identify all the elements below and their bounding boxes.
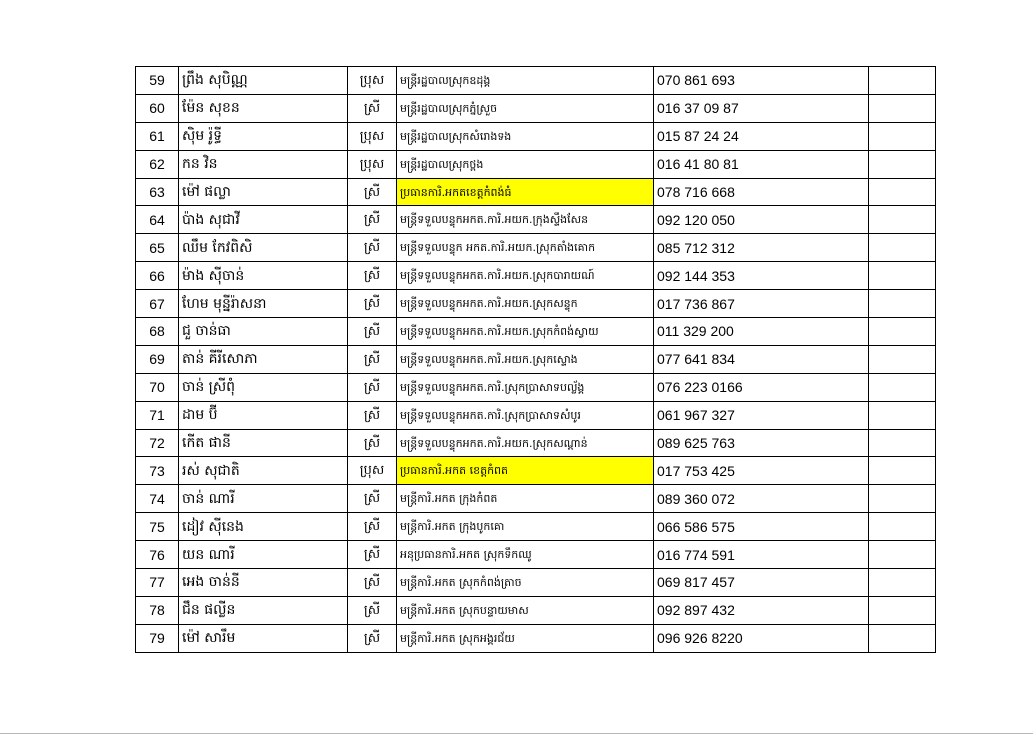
- staff-phone: 092 120 050: [654, 206, 869, 234]
- staff-phone: 016 774 591: [654, 541, 869, 569]
- staff-phone: 066 586 575: [654, 513, 869, 541]
- staff-name: រស់ សុជាតិ: [179, 457, 348, 485]
- staff-position: មន្ត្រីការិ.អកត ក្រុងបូកគោ: [397, 513, 654, 541]
- staff-name: ម៉ែន សុខន: [179, 94, 348, 122]
- staff-phone: 017 753 425: [654, 457, 869, 485]
- staff-name: ដៀវ ស៊ីនេង: [179, 513, 348, 541]
- table-row: [136, 262, 936, 290]
- row-number: 69: [136, 345, 179, 373]
- blank-cell: [869, 596, 936, 624]
- staff-gender: ស្រី: [348, 624, 397, 652]
- staff-name: ឈឹម កែវពិសិ: [179, 234, 348, 262]
- table-row: [136, 596, 936, 624]
- row-number: 62: [136, 150, 179, 178]
- blank-cell: [869, 429, 936, 457]
- row-number: 77: [136, 569, 179, 597]
- table-row: [136, 373, 936, 401]
- staff-position: មន្ត្រីទទួលបន្ទុកអកត.ការិ.ស្រុកប្រាសាទបល្ល័ង្គ: [397, 373, 654, 401]
- staff-position: មន្ត្រីរដ្ឋបាលស្រុកឧដុង្គ: [397, 67, 654, 95]
- staff-phone: 016 41 80 81: [654, 150, 869, 178]
- table-row: [136, 569, 936, 597]
- staff-name: កន វិន: [179, 150, 348, 178]
- staff-phone: 011 329 200: [654, 318, 869, 346]
- staff-name: ដាម ប៊ី: [179, 401, 348, 429]
- staff-gender: ស្រី: [348, 178, 397, 206]
- staff-position: មន្ត្រីទទួលបន្ទុកអកត.ការិ.អយក.ស្រុកស្ទោង: [397, 345, 654, 373]
- staff-phone: 096 926 8220: [654, 624, 869, 652]
- table-row: [136, 429, 936, 457]
- staff-gender: ស្រី: [348, 94, 397, 122]
- table-row: [136, 401, 936, 429]
- staff-name: តាន់ គីរីសោភា: [179, 345, 348, 373]
- staff-position: មន្ត្រីទទួលបន្ទុក អកត.ការិ.អយក.ស្រុកតាំងគោក: [397, 234, 654, 262]
- table-row: [136, 234, 936, 262]
- staff-gender: ស្រី: [348, 318, 397, 346]
- staff-position: មន្ត្រីរដ្ឋបាលស្រុកថ្ពង: [397, 150, 654, 178]
- row-number: 64: [136, 206, 179, 234]
- row-number: 74: [136, 485, 179, 513]
- blank-cell: [869, 234, 936, 262]
- table-row: [136, 290, 936, 318]
- staff-phone: 089 625 763: [654, 429, 869, 457]
- staff-gender: ស្រី: [348, 206, 397, 234]
- staff-name: កើត ផានី: [179, 429, 348, 457]
- staff-phone: 076 223 0166: [654, 373, 869, 401]
- staff-phone: 078 716 668: [654, 178, 869, 206]
- staff-gender: ស្រី: [348, 345, 397, 373]
- staff-position: ប្រធានការិ.អកត ខេត្តកំពត: [397, 457, 654, 485]
- blank-cell: [869, 485, 936, 513]
- staff-name: អេង ចាន់នី: [179, 569, 348, 597]
- staff-position: មន្ត្រីទទួលបន្ទុកអកត.ការិ.អយក.ស្រុកកំពង់ស្វាយ: [397, 318, 654, 346]
- blank-cell: [869, 206, 936, 234]
- table-row: [136, 513, 936, 541]
- blank-cell: [869, 569, 936, 597]
- row-number: 70: [136, 373, 179, 401]
- staff-position: មន្ត្រីទទួលបន្ទុកអកត.ការិ.ស្រុកប្រាសាទសំបូរ: [397, 401, 654, 429]
- blank-cell: [869, 373, 936, 401]
- staff-gender: ស្រី: [348, 401, 397, 429]
- blank-cell: [869, 122, 936, 150]
- table-row: [136, 457, 936, 485]
- staff-gender: ប្រុស: [348, 67, 397, 95]
- staff-phone: 061 967 327: [654, 401, 869, 429]
- staff-position: មន្ត្រីការិ.អកត ក្រុងកំពត: [397, 485, 654, 513]
- blank-cell: [869, 624, 936, 652]
- staff-name: ម៉ៅ សារឹម: [179, 624, 348, 652]
- table-row: [136, 67, 936, 95]
- staff-gender: ស្រី: [348, 513, 397, 541]
- blank-cell: [869, 401, 936, 429]
- row-number: 65: [136, 234, 179, 262]
- staff-phone: 070 861 693: [654, 67, 869, 95]
- staff-gender: ប្រុស: [348, 457, 397, 485]
- table-row: [136, 150, 936, 178]
- staff-gender: ស្រី: [348, 596, 397, 624]
- staff-gender: ស្រី: [348, 569, 397, 597]
- table-row: [136, 94, 936, 122]
- staff-phone: 092 897 432: [654, 596, 869, 624]
- staff-gender: ស្រី: [348, 541, 397, 569]
- staff-position: មន្ត្រីការិ.អកត ស្រុកអង្គរជ័យ: [397, 624, 654, 652]
- row-number: 68: [136, 318, 179, 346]
- staff-name: ចាន់ ណារី: [179, 485, 348, 513]
- table-row: [136, 122, 936, 150]
- staff-table: [135, 66, 936, 653]
- row-number: 61: [136, 122, 179, 150]
- staff-gender: ប្រុស: [348, 122, 397, 150]
- staff-position: មន្ត្រីទទួលបន្ទុកអកត.ការិ.អយក.ក្រុងស្ទឹងសែន: [397, 206, 654, 234]
- staff-name: ប៉ាង សុជាវី: [179, 206, 348, 234]
- page-bottom-rule: [0, 733, 1033, 734]
- staff-gender: ស្រី: [348, 485, 397, 513]
- table-row: [136, 318, 936, 346]
- row-number: 66: [136, 262, 179, 290]
- staff-name: ចាន់ ស្រីពុំ: [179, 373, 348, 401]
- staff-name: ស៊ិម រ៉ូទ្ធី: [179, 122, 348, 150]
- staff-position: ប្រធានការិ.អកតខេត្តកំពង់ធំ: [397, 178, 654, 206]
- staff-phone: 077 641 834: [654, 345, 869, 373]
- blank-cell: [869, 457, 936, 485]
- staff-gender: ប្រុស: [348, 150, 397, 178]
- staff-name: យន ណារី: [179, 541, 348, 569]
- row-number: 79: [136, 624, 179, 652]
- row-number: 75: [136, 513, 179, 541]
- blank-cell: [869, 345, 936, 373]
- table-row: [136, 206, 936, 234]
- staff-name: ម៉ៅ ផល្លា: [179, 178, 348, 206]
- row-number: 76: [136, 541, 179, 569]
- staff-position: មន្ត្រីទទួលបន្ទុកអកត.ការិ.អយក.ស្រុកសណ្ដាន់: [397, 429, 654, 457]
- staff-position: មន្ត្រីទទួលបន្ទុកអកត.ការិ.អយក.ស្រុកសន្ទុក: [397, 290, 654, 318]
- staff-name: ជឹន ផល្លីន: [179, 596, 348, 624]
- blank-cell: [869, 94, 936, 122]
- staff-phone: 016 37 09 87: [654, 94, 869, 122]
- row-number: 60: [136, 94, 179, 122]
- blank-cell: [869, 290, 936, 318]
- blank-cell: [869, 513, 936, 541]
- row-number: 67: [136, 290, 179, 318]
- blank-cell: [869, 67, 936, 95]
- staff-name: ព្រឹង សុបិណ្ណ: [179, 67, 348, 95]
- blank-cell: [869, 150, 936, 178]
- staff-phone: 089 360 072: [654, 485, 869, 513]
- table-row: [136, 624, 936, 652]
- row-number: 78: [136, 596, 179, 624]
- staff-position: មន្ត្រីរដ្ឋបាលស្រុកភ្នំស្រួច: [397, 94, 654, 122]
- staff-phone: 092 144 353: [654, 262, 869, 290]
- blank-cell: [869, 262, 936, 290]
- staff-gender: ស្រី: [348, 290, 397, 318]
- blank-cell: [869, 541, 936, 569]
- staff-phone: 017 736 867: [654, 290, 869, 318]
- table-row: [136, 345, 936, 373]
- staff-name: ម៉ាង ស៊ីចាន់: [179, 262, 348, 290]
- staff-position: មន្ត្រីរដ្ឋបាលស្រុកសំរោងទង: [397, 122, 654, 150]
- row-number: 63: [136, 178, 179, 206]
- table-row: [136, 541, 936, 569]
- staff-gender: ស្រី: [348, 373, 397, 401]
- staff-phone: 015 87 24 24: [654, 122, 869, 150]
- staff-gender: ស្រី: [348, 262, 397, 290]
- staff-position: មន្ត្រីទទួលបន្ទុកអកត.ការិ.អយក.ស្រុកបារាយណ៍: [397, 262, 654, 290]
- table-row: [136, 178, 936, 206]
- staff-name: ហែម មុន្នីរ៉ាសនា: [179, 290, 348, 318]
- blank-cell: [869, 178, 936, 206]
- row-number: 71: [136, 401, 179, 429]
- staff-table-body: [136, 67, 936, 653]
- staff-name: ជួ ចាន់ធា: [179, 318, 348, 346]
- row-number: 73: [136, 457, 179, 485]
- staff-position: មន្ត្រីការិ.អកត ស្រុកបន្ទាយមាស: [397, 596, 654, 624]
- table-row: [136, 485, 936, 513]
- staff-position: មន្ត្រីការិ.អកត ស្រុកកំពង់ត្រាច: [397, 569, 654, 597]
- row-number: 59: [136, 67, 179, 95]
- row-number: 72: [136, 429, 179, 457]
- staff-gender: ស្រី: [348, 234, 397, 262]
- blank-cell: [869, 318, 936, 346]
- staff-phone: 069 817 457: [654, 569, 869, 597]
- staff-gender: ស្រី: [348, 429, 397, 457]
- staff-phone: 085 712 312: [654, 234, 869, 262]
- staff-position: អនុប្រធានការិ.អកត ស្រុកទឹកឈូ: [397, 541, 654, 569]
